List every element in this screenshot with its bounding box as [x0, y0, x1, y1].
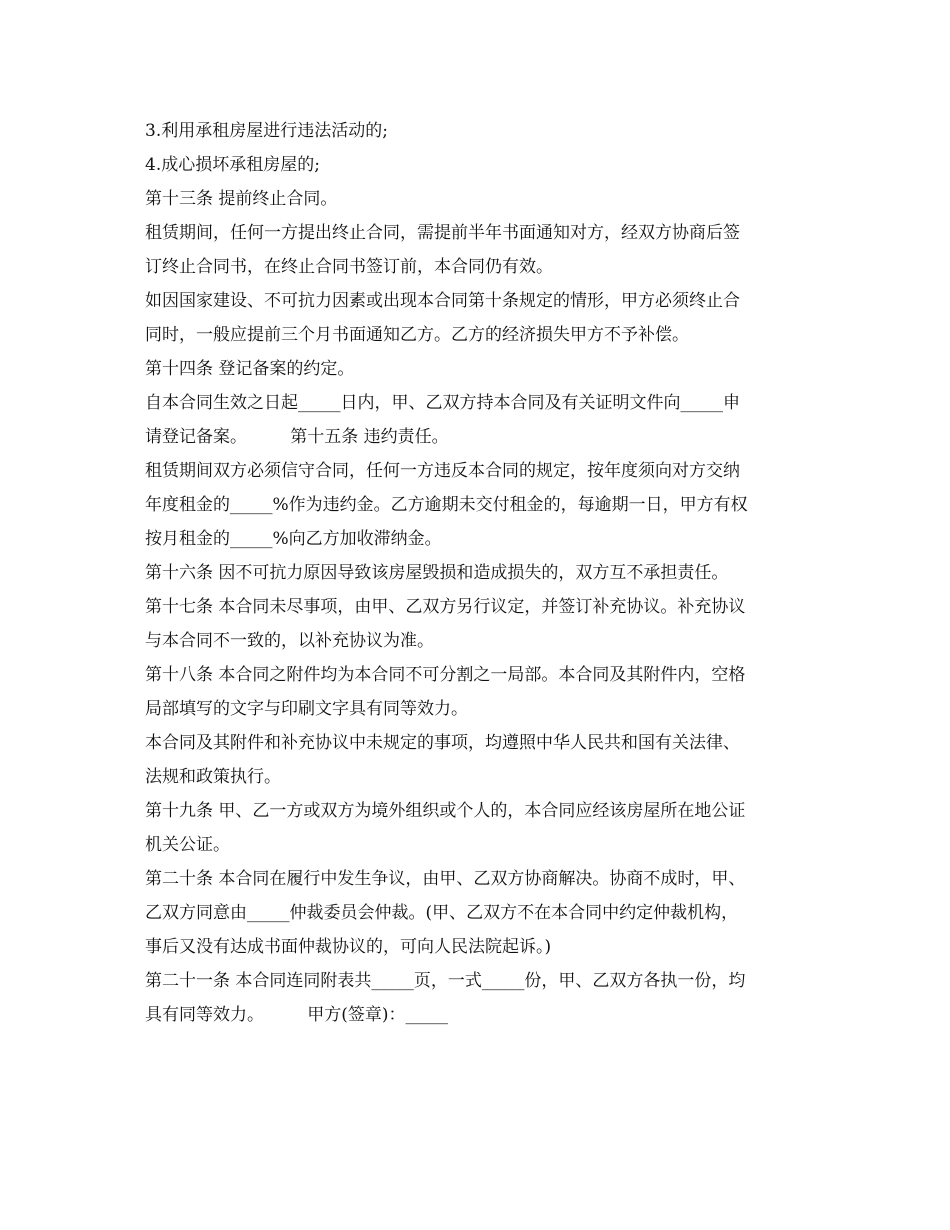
- text-line: 4.成心损坏承租房屋的;: [145, 155, 320, 175]
- text-line: 第二十一条 本合同连同附表共_____页，一式_____份，甲、乙双方各执一份，均: [145, 971, 746, 991]
- text-line: 如因国家建设、不可抗力因素或出现本合同第十条规定的情形，甲方必须终止合: [145, 291, 740, 311]
- text-line: 自本合同生效之日起_____日内，甲、乙双方持本合同及有关证明文件向_____申: [145, 393, 740, 413]
- text-line: 乙双方同意由_____仲裁委员会仲裁。(甲、乙双方不在本合同中约定仲裁机构，: [145, 903, 739, 923]
- text-line: 第十八条 本合同之附件均为本合同不可分割之一局部。本合同及其附件内，空格: [145, 665, 746, 685]
- text-line: 本合同及其附件和补充协议中未规定的事项，均遵照中华人民共和国有关法律、: [145, 733, 740, 753]
- text-line: 机关公证。: [145, 835, 230, 855]
- text-line: 与本合同不一致的，以补充协议为准。: [145, 631, 434, 651]
- text-line: 具有同等效力。 甲方(签章)：_____: [145, 1005, 448, 1025]
- text-line: 订终止合同书，在终止合同书签订前，本合同仍有效。: [145, 257, 553, 277]
- text-line: 局部填写的文字与印刷文字具有同等效力。: [145, 699, 468, 719]
- text-line: 按月租金的_____%向乙方加收滞纳金。: [145, 529, 442, 549]
- document-body: [145, 114, 805, 1032]
- section-heading: 第十四条 登记备案的约定。: [145, 359, 355, 379]
- text-line: 法规和政策执行。: [145, 767, 281, 787]
- text-line: 第十九条 甲、乙一方或双方为境外组织或个人的，本合同应经该房屋所在地公证: [145, 801, 746, 821]
- section-heading: 第十三条 提前终止合同。: [145, 189, 338, 209]
- text-line: 第二十条 本合同在履行中发生争议，由甲、乙双方协商解决。协商不成时，甲、: [145, 869, 746, 889]
- text-line: 3.利用承租房屋进行违法活动的;: [145, 121, 388, 141]
- text-line: 事后又没有达成书面仲裁协议的，可向人民法院起诉。): [145, 937, 552, 957]
- text-line: 第十六条 因不可抗力原因导致该房屋毁损和造成损失的，双方互不承担责任。: [145, 563, 729, 583]
- text-line: 同时，一般应提前三个月书面通知乙方。乙方的经济损失甲方不予补偿。: [145, 325, 689, 345]
- text-line: 年度租金的_____%作为违约金。乙方逾期未交付租金的，每逾期一日，甲方有权: [145, 495, 748, 515]
- text-line: 租赁期间，任何一方提出终止合同，需提前半年书面通知对方，经双方协商后签: [145, 223, 740, 243]
- text-line: 租赁期间双方必须信守合同，任何一方违反本合同的规定，按年度须向对方交纳: [145, 461, 740, 481]
- text-line: 请登记备案。 第十五条 违约责任。: [145, 427, 449, 447]
- text-line: 第十七条 本合同未尽事项，由甲、乙双方另行议定，并签订补充协议。补充协议: [145, 597, 746, 617]
